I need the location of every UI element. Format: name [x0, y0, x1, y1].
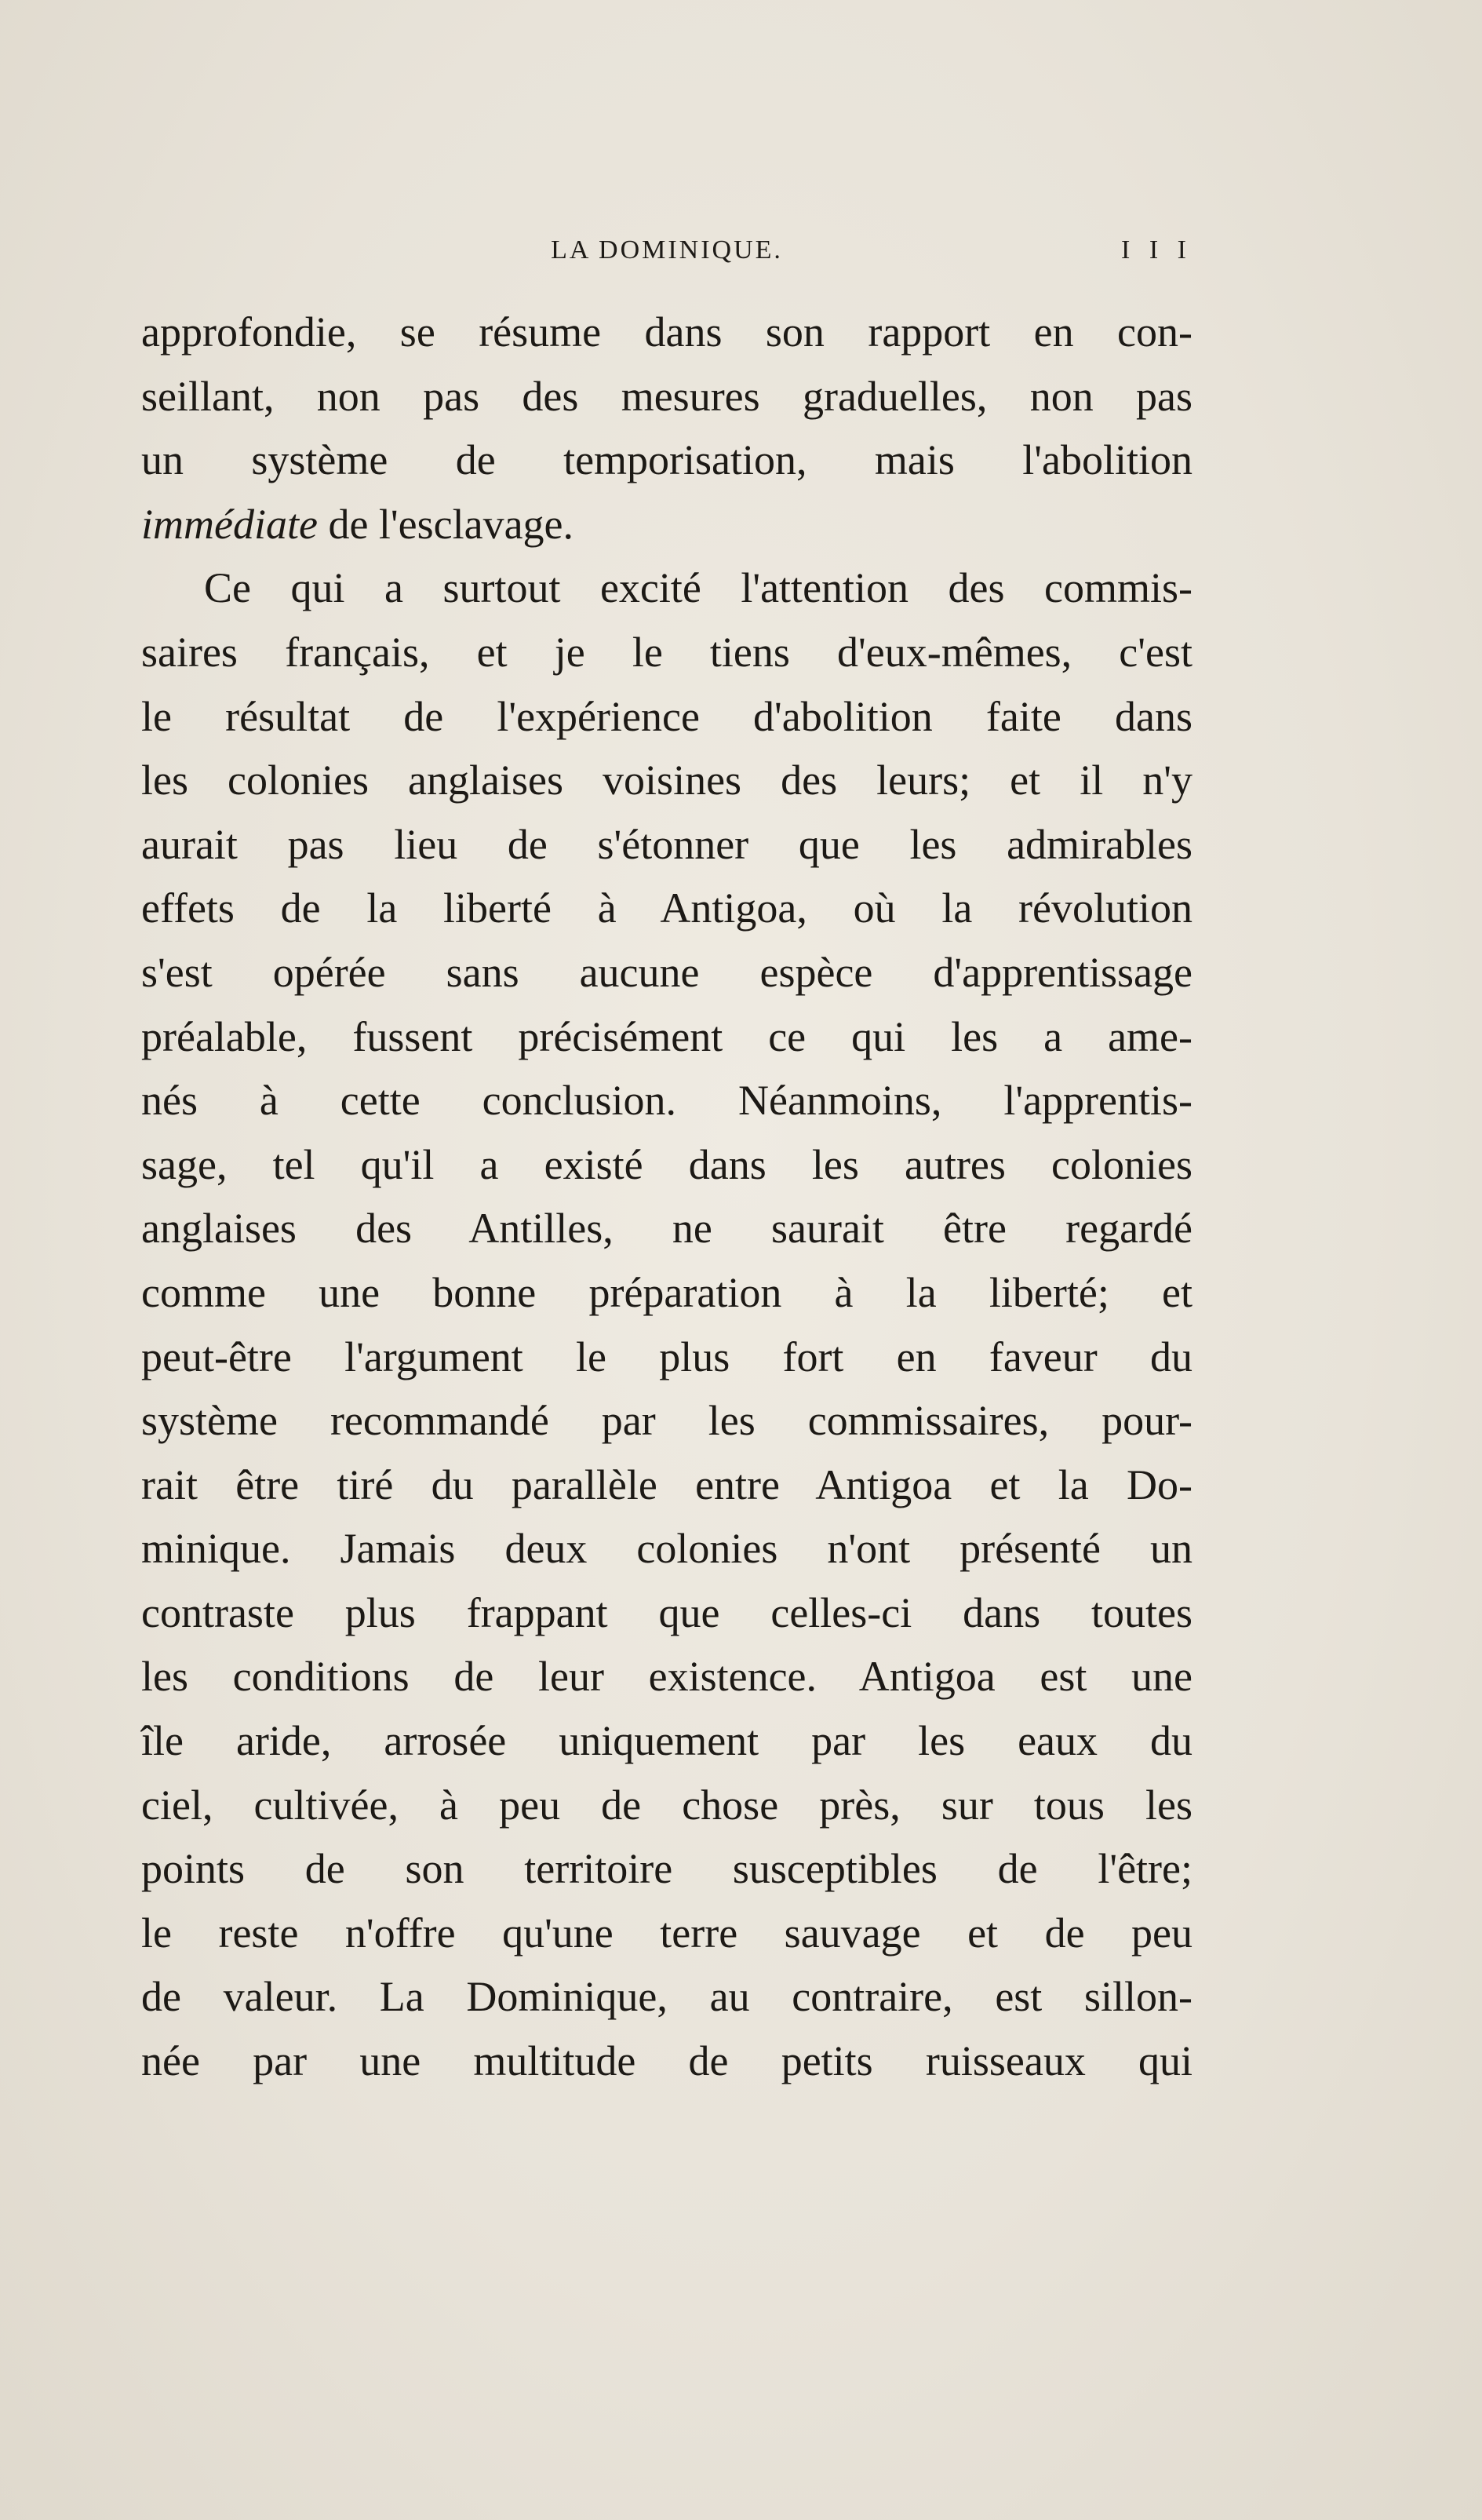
text-line: système recommandé par les commissaires, pour- — [141, 1397, 1193, 1445]
text-line: points de son territoire susceptibles de l'être; — [141, 1845, 1193, 1893]
page-number: I I I — [1121, 235, 1193, 264]
italic-word: immédiate — [141, 500, 318, 548]
text-line: sage, tel qu'il a existé dans les autres colonies — [141, 1140, 1193, 1188]
running-head — [141, 235, 1193, 275]
text-line: anglaises des Antilles, ne saurait être regardé — [141, 1205, 1193, 1253]
text-run: de l'esclavage. — [317, 500, 574, 548]
text-line: les conditions de leur existence. Antigoa est une — [141, 1653, 1193, 1701]
text-line: rait être tiré du parallèle entre Antigoa et la Do- — [141, 1461, 1193, 1508]
text-line: effets de la liberté à Antigoa, où la révolution — [141, 884, 1193, 932]
text-line: un système de temporisation, mais l'abolition — [141, 436, 1193, 484]
text-line: comme une bonne préparation à la liberté; et — [141, 1268, 1193, 1316]
text-line: de valeur. La Dominique, au contraire, est sillon- — [141, 1973, 1193, 2021]
text-line: île aride, arrosée uniquement par les eaux du — [141, 1717, 1193, 1765]
text-line: peut-être l'argument le plus fort en faveur du — [141, 1333, 1193, 1380]
text-line: aurait pas lieu de s'étonner que les admirables — [141, 820, 1193, 868]
running-head-title: LA DOMINIQUE. — [551, 235, 783, 264]
text-line: nés à cette conclusion. Néanmoins, l'apprentis- — [141, 1077, 1193, 1125]
body-text — [141, 301, 1193, 2094]
text-line: s'est opérée sans aucune espèce d'apprentissage — [141, 948, 1193, 996]
text-line: le résultat de l'expérience d'abolition faite dans — [141, 692, 1193, 740]
paragraph-first-line: Ce qui a surtout excité l'attention des commis- — [204, 564, 1193, 612]
text-line: ciel, cultivée, à peu de chose près, sur tous les — [141, 1781, 1193, 1829]
text-line: née par une multitude de petits ruisseaux qui — [141, 2037, 1193, 2085]
text-line: le reste n'offre qu'une terre sauvage et de peu — [141, 1909, 1193, 1957]
text-line: préalable, fussent précisément ce qui les a ame- — [141, 1012, 1193, 1060]
text-line: contraste plus frappant que celles-ci dans toutes — [141, 1588, 1193, 1636]
text-line: minique. Jamais deux colonies n'ont présenté un — [141, 1525, 1193, 1573]
text-line: saires français, et je le tiens d'eux-mêmes, c'est — [141, 628, 1193, 676]
text-line: approfondie, se résume dans son rapport en con- — [141, 308, 1193, 356]
text-line: seillant, non pas des mesures graduelles, non pas — [141, 372, 1193, 420]
text-line — [141, 493, 1193, 557]
text-line: les colonies anglaises voisines des leurs; et il n'y — [141, 757, 1193, 804]
